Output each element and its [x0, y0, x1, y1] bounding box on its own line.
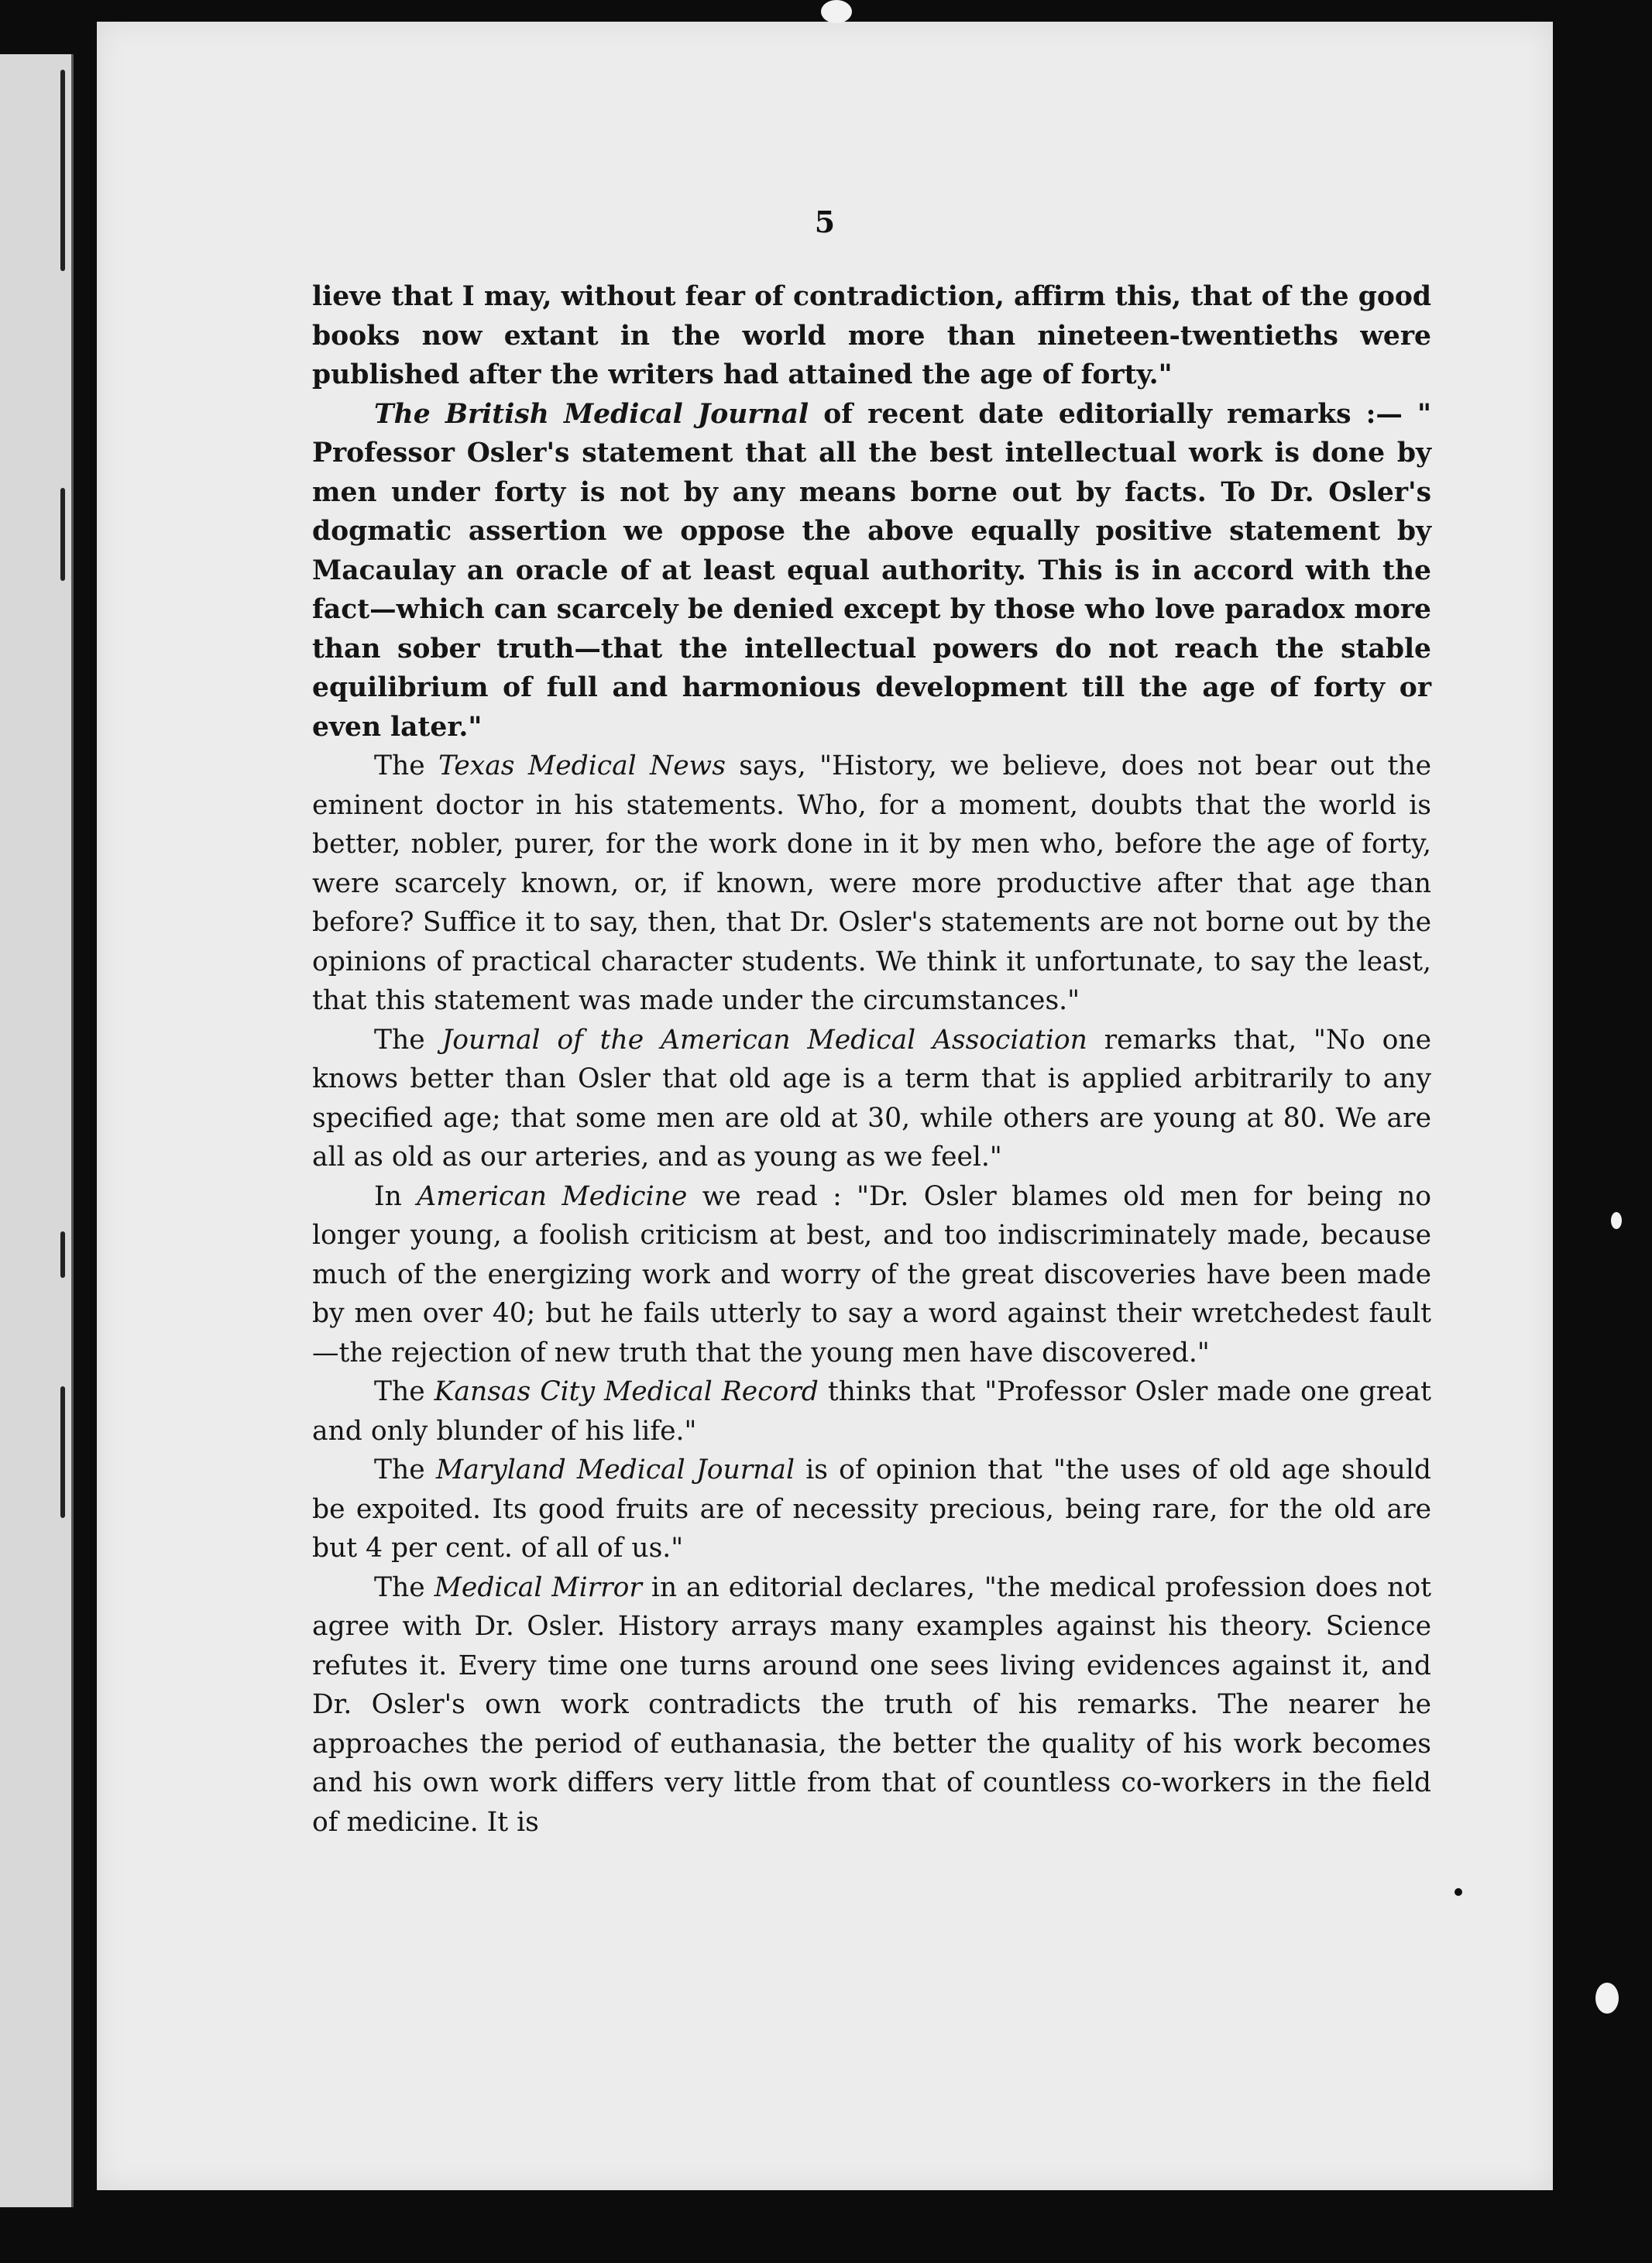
text-run: remarks that, "No one knows better than Osler that old age is a term that is applied arbitrarily to any specified age; that some men are old at 30, while others are young at 80. We are all as old as our arteries, and as young as we feel." — [312, 1024, 1431, 1173]
publication-title: Texas Medical News — [438, 750, 726, 781]
book-page — [97, 22, 1553, 2190]
text-run: The — [374, 750, 439, 781]
page-number: 5 — [814, 204, 836, 239]
body-text — [312, 277, 1431, 1842]
paragraph — [312, 1177, 1431, 1373]
scan-artifact — [821, 0, 852, 23]
binding-mark — [60, 1231, 65, 1278]
publication-title: Journal of the American Medical Association — [441, 1024, 1087, 1056]
scan-artifact — [1455, 1888, 1462, 1896]
paragraph — [312, 747, 1431, 1021]
publication-title: Kansas City Medical Record — [434, 1376, 819, 1407]
paragraph — [312, 1021, 1431, 1177]
scan-artifact — [1595, 1983, 1619, 2014]
text-run: The — [374, 1024, 442, 1056]
text-run: lieve that I may, without fear of contradiction, affirm this, that of the good books now extant in the world more than nineteen-twentieths were published after the writers had attained the age of forty." — [312, 281, 1431, 390]
text-run: says, "History, we believe, does not bear out the eminent doctor in his statements. Who, for a moment, doubts that the world is better, nobler, purer, for the work done in it by men who, before the age of forty, were scarcely known, or, if known, were more productive after that age than before? Suffice it to say, then, that Dr. Osler's statements are not borne out by the opinions of practical character students. We think it unfortunate, to say the least, that this statement was made under the circumstances." — [312, 750, 1431, 1016]
text-run: The — [374, 1571, 434, 1603]
paragraph — [312, 1451, 1431, 1568]
publication-title: The British Medical Journal — [374, 398, 809, 430]
text-run: of recent date editorially remarks :— " Professor Osler's statement that all the best intellectual work is done by men under forty is not by any means borne out by facts. To Dr. Osler's dogmatic assertion we oppose the above equally positive statement by Macaulay an oracle of at least equal authority. This is in accord with the fact—which can scarcely be denied except by those who love paradox more than sober truth—that the intellectual powers do not reach the stable equilibrium of full and harmonious development till the age of forty or even later." — [312, 398, 1431, 743]
publication-title: Maryland Medical Journal — [435, 1454, 795, 1485]
text-run: In — [374, 1180, 417, 1212]
paragraph — [312, 1372, 1431, 1451]
text-run: thinks that "Professor Osler made one great and only blunder of his life." — [312, 1376, 1432, 1447]
publication-title: Medical Mirror — [434, 1571, 642, 1603]
text-run: in an editorial declares, "the medical profession does not agree with Dr. Osler. History arrays many examples against his theory. Science refutes it. Every time one turns around one sees living evidences against it, and Dr. Osler's own work contradicts the truth of his remarks. The nearer he approaches the period of euthanasia, the better the quality of his work becomes and his own work differs very little from that of countless co-workers in the field of medicine. It is — [312, 1571, 1432, 1838]
text-run: The — [374, 1454, 436, 1485]
text-run: we read : "Dr. Osler blames old men for being no longer young, a foolish criticism at best, and too indiscriminately made, because much of the energizing work and worry of the great discoveries have been made by men over 40; but he fails utterly to say a word against their wretchedest fault—the rejection of new truth that the young men have discovered." — [312, 1180, 1431, 1368]
binding-mark — [60, 1386, 65, 1518]
facing-page-edge — [0, 54, 74, 2207]
paragraph — [312, 1568, 1431, 1842]
publication-title: American Medicine — [417, 1180, 688, 1212]
binding-mark — [60, 488, 65, 581]
paragraph — [312, 395, 1431, 747]
text-run: The — [374, 1376, 434, 1407]
scan-artifact — [1611, 1212, 1622, 1229]
binding-mark — [60, 70, 65, 271]
paragraph — [312, 277, 1431, 395]
text-run: is of opinion that "the uses of old age should be expoited. Its good fruits are of necessity precious, being rare, for the old are but 4 per cent. of all of us." — [312, 1454, 1432, 1564]
